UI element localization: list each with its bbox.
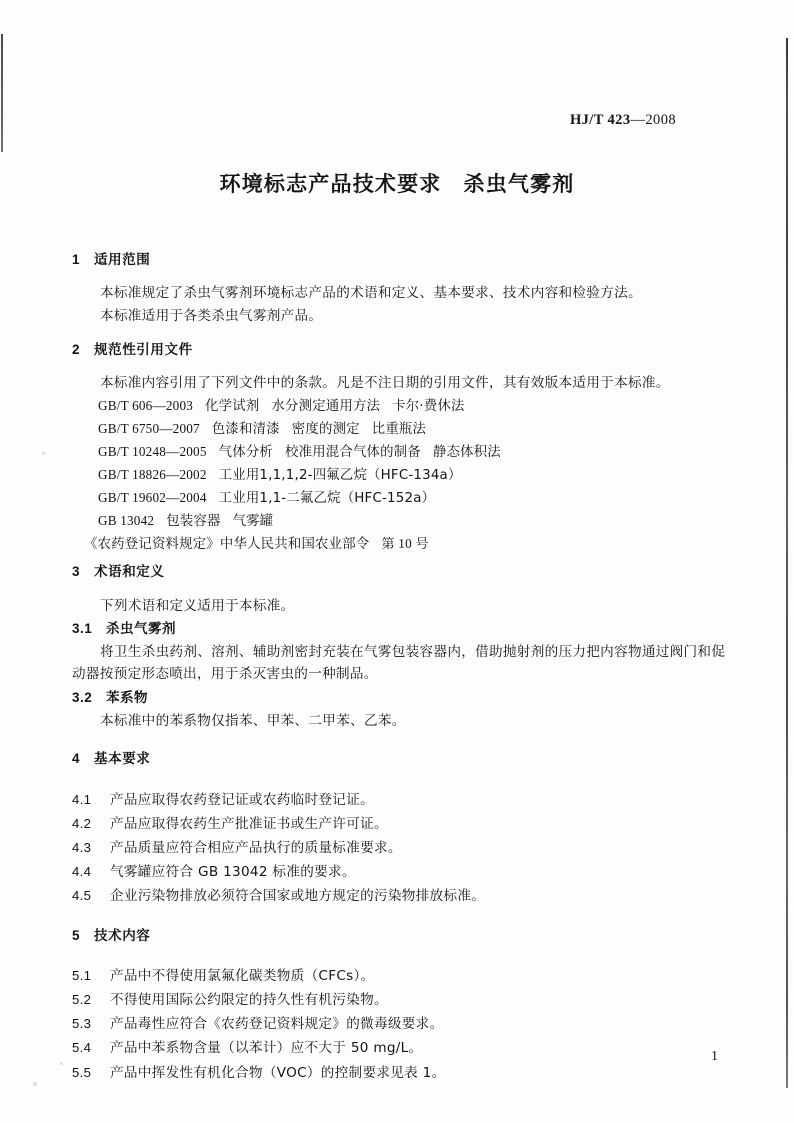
section-heading-4	[72, 749, 732, 769]
section-2-intro: 本标准内容引用了下列文件中的条款。凡是不注日期的引用文件，其有效版本适用于本标准。	[100, 375, 670, 392]
technical-number: 5.3	[72, 1016, 92, 1032]
technical-text: 产品中苯系物含量（以苯计）应不大于 50 mg/L。	[110, 1040, 423, 1057]
page-title	[0, 168, 794, 198]
section-number-2: 2	[72, 341, 81, 357]
reference-item	[72, 441, 732, 464]
section-heading-2	[72, 340, 732, 360]
reference-title: 包装容器	[166, 514, 221, 530]
requirement-number: 4.3	[72, 840, 92, 855]
scan-speck	[42, 452, 45, 455]
requirement-text: 企业污染物排放必须符合国家或地方规定的污染物排放标准。	[110, 888, 486, 905]
section-title-3: 术语和定义	[94, 564, 165, 581]
reference-item	[72, 510, 732, 533]
technical-item	[72, 964, 732, 988]
technical-item	[72, 988, 732, 1012]
section-3-intro: 下列术语和定义适用于本标准。	[100, 597, 295, 614]
requirement-text: 产品应取得农药生产批准证书或生产许可证。	[110, 815, 388, 832]
reference-item	[72, 418, 732, 441]
reference-method: 第 10 号	[381, 536, 429, 552]
section-number-4: 4	[72, 751, 81, 767]
section-number-1: 1	[72, 252, 81, 267]
scan-artifact-left-edge	[1, 34, 3, 152]
subsection-title-3-1: 杀虫气雾剂	[106, 621, 176, 638]
scan-speck	[60, 1062, 63, 1065]
subsection-number-3-2: 3.2	[72, 690, 93, 706]
title-product: 杀虫气雾剂	[463, 172, 575, 196]
technical-number: 5.4	[72, 1040, 92, 1056]
technical-number: 5.2	[72, 992, 92, 1007]
reference-code: 《农药登记资料规定》中华人民共和国农业部令	[84, 537, 370, 553]
technical-text: 不得使用国际公约限定的持久性有机污染物。	[110, 992, 388, 1008]
technical-text: 产品毒性应符合《农药登记资料规定》的微毒级要求。	[110, 1016, 444, 1033]
requirement-number: 4.1	[72, 791, 92, 807]
section-title-1: 适用范围	[94, 252, 151, 268]
technical-text: 产品中不得使用氯氟化碳类物质（CFCs）。	[110, 967, 375, 984]
reference-title: 化学试剂	[205, 398, 260, 414]
subsection-number-3-1: 3.1	[72, 621, 93, 637]
requirement-text: 产品质量应符合相应产品执行的质量标准要求。	[110, 840, 402, 856]
reference-method: 密度的测定	[291, 422, 360, 438]
page-number: 1	[711, 1049, 718, 1064]
section-number-3: 3	[72, 564, 81, 580]
reference-extra: 卡尔·费休法	[392, 398, 465, 414]
requirement-item	[72, 812, 732, 836]
technical-number: 5.1	[72, 967, 92, 983]
section-1-paragraph-1: 本标准规定了杀虫气雾剂环境标志产品的术语和定义、基本要求、技术内容和检验方法。	[100, 285, 642, 302]
reference-code: GB 13042	[98, 513, 155, 529]
requirement-number: 4.4	[72, 864, 92, 880]
reference-extra: 静态体积法	[432, 445, 501, 461]
standard-code: HJ/T 423	[569, 112, 631, 128]
technical-item	[72, 1036, 732, 1060]
section-heading-5	[72, 926, 732, 946]
technical-item	[72, 1012, 732, 1036]
reference-extra: 比重瓶法	[371, 422, 427, 438]
document-body	[72, 250, 732, 1085]
reference-code: GB/T 6750—2007	[98, 421, 200, 437]
technical-item	[72, 1061, 732, 1085]
section-title-4: 基本要求	[94, 751, 151, 768]
requirement-item	[72, 884, 732, 908]
reference-code: GB/T 606—2003	[98, 397, 194, 413]
requirement-item	[72, 788, 732, 812]
requirement-text: 气雾罐应符合 GB 13042 标准的要求。	[110, 864, 356, 881]
scan-speck	[33, 1082, 37, 1086]
subsection-heading-3-2	[72, 688, 732, 708]
subsection-heading-3-1	[72, 619, 732, 639]
section-heading-3	[72, 562, 732, 582]
reference-method: 水分测定通用方法	[271, 398, 381, 414]
requirement-item	[72, 860, 732, 884]
reference-method: 校准用混合气体的制备	[285, 445, 421, 461]
standard-number-header	[570, 112, 676, 129]
subsection-title-3-2: 苯系物	[106, 690, 148, 707]
reference-item	[72, 533, 732, 556]
standard-dash: —	[630, 112, 646, 128]
reference-title: 气体分析	[218, 445, 274, 461]
section-heading-1	[72, 250, 732, 270]
reference-item	[72, 395, 732, 418]
requirement-item	[72, 836, 732, 860]
technical-number: 5.5	[72, 1064, 92, 1080]
reference-item	[72, 487, 732, 510]
section-1-paragraph-2: 本标准适用于各类杀虫气雾剂产品。	[100, 308, 323, 325]
section-title-2: 规范性引用文件	[94, 341, 193, 358]
reference-code: GB/T 18826—2002	[98, 467, 207, 483]
requirement-text: 产品应取得农药登记证或农药临时登记证。	[110, 791, 374, 808]
requirement-number: 4.5	[72, 888, 92, 904]
reference-title: 工业用1,1-二氟乙烷（HFC-152a）	[218, 491, 436, 507]
section-number-5: 5	[72, 927, 81, 943]
reference-title: 工业用1,1,1,2-四氟乙烷（HFC-134a）	[218, 468, 462, 484]
section-title-5: 技术内容	[94, 927, 151, 944]
standard-year: 2008	[645, 112, 676, 128]
requirement-number: 4.2	[72, 815, 92, 831]
reference-item	[72, 464, 732, 487]
subsection-3-1-text: 将卫生杀虫药剂、溶剂、辅助剂密封充装在气雾包装容器内，借助抛射剂的压力把内容物通过阀门和促动器按预定形态喷出，用于杀灭害虫的一种制品。	[72, 643, 726, 683]
technical-text: 产品中挥发性有机化合物（VOC）的控制要求见表 1。	[110, 1064, 446, 1081]
reference-code: GB/T 19602—2004	[98, 490, 207, 506]
subsection-3-2-text: 本标准中的苯系物仅指苯、甲苯、二甲苯、乙苯。	[100, 712, 406, 729]
reference-code: GB/T 10248—2005	[98, 444, 207, 460]
reference-method: 气雾罐	[232, 514, 274, 530]
reference-title: 色漆和清漆	[211, 422, 280, 438]
title-main: 环境标志产品技术要求	[219, 172, 442, 196]
